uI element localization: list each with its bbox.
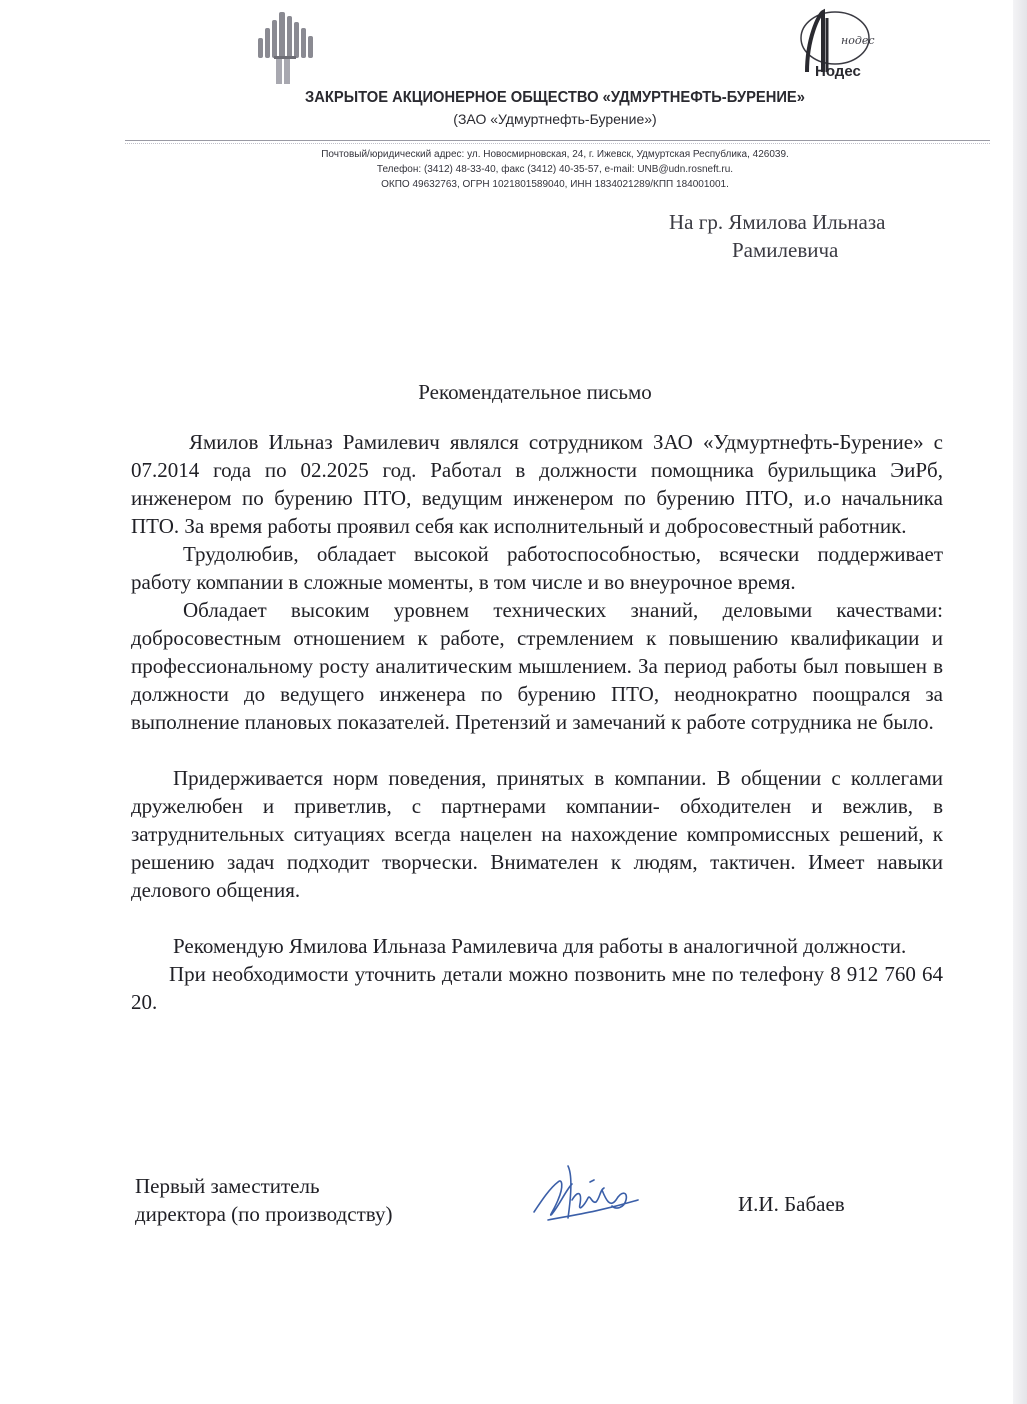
svg-text:нодес: нодес [841,34,875,47]
contacts-phone: Телефон: (3412) 48-33-40, факс (3412) 40-35-57, e-mail: UNB@udn.rosneft.ru. [376,164,734,175]
paragraph-contact: При необходимости уточнить детали можно позвонить мне по телефону 8 912 760 64 20. [131,962,943,1014]
paragraph-qualities: Обладает высоким уровнем технических знаний, деловыми качествами: добросовестным отношением к работе, стремлением к повышению квалификации и профессиональному росту аналитическим мышлением. За период работы был повышен в должности до ведущего инженера по бурению ПТО, неоднократно поощрался за выполнение плановых показателей. Претензий и замечаний к работе сотрудника не было. [131,598,943,734]
partner-logo-text: Нодес [815,63,861,80]
company-contacts [300,147,810,192]
letter-body [131,428,943,1016]
partner-logo-icon [797,8,877,80]
signatory-name: И.И. Бабаев [738,1192,845,1216]
addressee-line-2: Рамилевича [732,238,839,262]
signatory-position-line-2: директора (по производству) [135,1202,393,1226]
addressee-line-1: На гр. Ямилова Ильназа [669,210,886,234]
signatory-position [135,1172,392,1228]
paragraph-employment: Ямилов Ильназ Рамилевич являлся сотрудником ЗАО «Удмуртнефть-Бурение» с 07.2014 года по 02.2025 год. Работал в должности помощника бурильщика ЭиРб, инженером по бурению ПТО, ведущим инженером по бурению ПТО, и.о начальника ПТО. За время работы проявил себя как исполнительный и добросовестный работник. [131,430,943,538]
company-logo-icon [256,8,316,86]
signatory-position-line-1: Первый заместитель [135,1174,320,1198]
company-short-name: (ЗАО «Удмуртнефть-Бурение») [453,111,657,127]
paragraph-behavior: Придерживается норм поведения, принятых в компании. В общении с коллегами дружелюбен и приветлив, с партнерами компании- обходителен и вежлив, в затруднительных ситуациях всегда нацелен на нахождение компромиссных решений, к решению задач подходит творчески. Внимателен к людям, тактичен. Имеет навыки делового общения. [131,766,943,902]
contacts-address: Почтовый/юридический адрес: ул. Новосмирновская, 24, г. Ижевск, Удмуртская Республика, 426039. [321,149,789,160]
addressee-block [640,208,950,264]
header-divider-dotted [125,143,990,144]
paragraph-diligence: Трудолюбив, обладает высокой работоспособностью, всячески поддерживает работу компании в сложные моменты, в том числе и во внеурочное время. [131,542,943,594]
handwritten-signature-icon [528,1160,648,1230]
header-divider [125,140,990,141]
document-title: Рекомендательное письмо [418,380,652,404]
scan-edge-shadow [1013,0,1027,1404]
contacts-registration: ОКПО 49632763, ОГРН 1021801589040, ИНН 1834021289/КПП 184001001. [381,179,729,190]
company-name: ЗАКРЫТОЕ АКЦИОНЕРНОЕ ОБЩЕСТВО «УДМУРТНЕФТЬ-БУРЕНИЕ» [305,89,805,106]
paragraph-recommendation: Рекомендую Ямилова Ильназа Рамилевича для работы в аналогичной должности. [173,934,907,958]
